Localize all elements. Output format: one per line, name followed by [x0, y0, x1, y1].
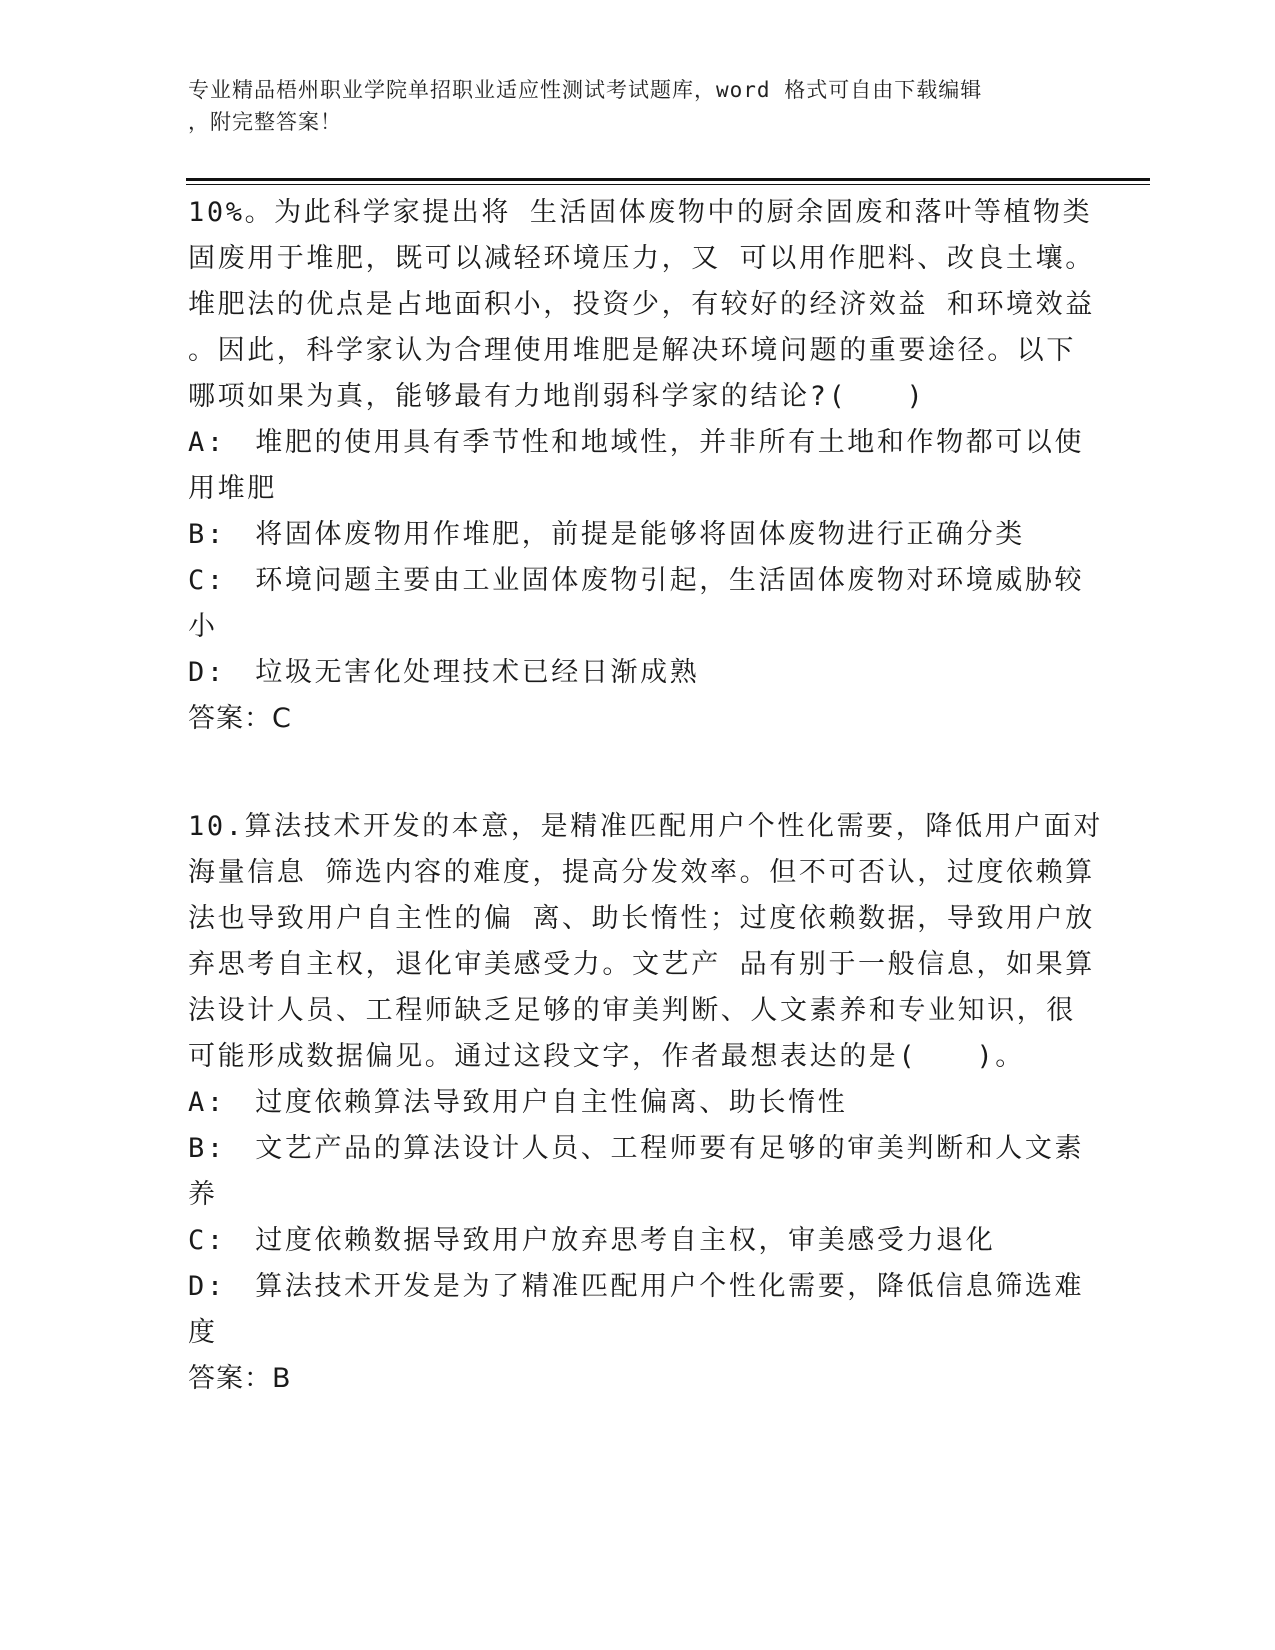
question-stem-line: 可能形成数据偏见。通过这段文字，作者最想表达的是( )。	[188, 1041, 1025, 1072]
question-stem-line: 哪项如果为真，能够最有力地削弱科学家的结论?( )	[188, 381, 926, 412]
option-b: B: 文艺产品的算法设计人员、工程师要有足够的审美判断和人文素	[188, 1133, 1085, 1164]
option-c: C: 环境问题主要由工业固体废物引起，生活固体废物对环境威胁较	[188, 565, 1085, 596]
question-content	[188, 190, 1103, 1402]
question-stem-line: 法也导致用户自主性的偏 离、助长惰性；过度依赖数据，导致用户放	[188, 903, 1095, 934]
option-a: A: 堆肥的使用具有季节性和地域性，并非所有土地和作物都可以使	[188, 427, 1085, 458]
option-c-continued: 小	[188, 611, 218, 642]
answer-label: 答案：B	[188, 1363, 292, 1394]
question-stem-line: 固废用于堆肥，既可以减轻环境压力，又 可以用作肥料、改良土壤。	[188, 243, 1095, 274]
question-stem-line: 弃思考自主权，退化审美感受力。文艺产 品有别于一般信息，如果算	[188, 949, 1095, 980]
header-divider-thin	[186, 184, 1150, 185]
question-stem-line: 10.算法技术开发的本意，是精准匹配用户个性化需要，降低用户面对	[188, 811, 1103, 842]
option-a-continued: 用堆肥	[188, 473, 277, 504]
question-stem-line: 堆肥法的优点是占地面积小，投资少，有较好的经济效益 和环境效益	[188, 289, 1095, 320]
option-b: B: 将固体废物用作堆肥，前提是能够将固体废物进行正确分类	[188, 519, 1025, 550]
header-divider	[186, 178, 1150, 181]
question-stem-line: 。因此，科学家认为合理使用堆肥是解决环境问题的重要途径。以下	[188, 335, 1076, 366]
question-spacer	[188, 742, 1078, 804]
question-stem-line: 海量信息 筛选内容的难度，提高分发效率。但不可否认，过度依赖算	[188, 857, 1095, 888]
option-c: C: 过度依赖数据导致用户放弃思考自主权，审美感受力退化	[188, 1225, 996, 1256]
header-line: ，附完整答案！	[188, 110, 342, 134]
header-line: 专业精品梧州职业学院单招职业适应性测试考试题库，word 格式可自由下载编辑	[188, 78, 983, 102]
option-d: D: 垃圾无害化处理技术已经日渐成熟	[188, 657, 700, 688]
question-block	[188, 804, 1103, 1402]
option-d: D: 算法技术开发是为了精准匹配用户个性化需要，降低信息筛选难	[188, 1271, 1085, 1302]
question-stem-line: 10%。为此科学家提出将 生活固体废物中的厨余固废和落叶等植物类	[188, 197, 1093, 228]
question-block	[188, 190, 1095, 742]
question-stem-line: 法设计人员、工程师缺乏足够的审美判断、人文素养和专业知识，很	[188, 995, 1076, 1026]
option-a: A: 过度依赖算法导致用户自主性偏离、助长惰性	[188, 1087, 848, 1118]
answer-label: 答案：C	[188, 703, 292, 734]
option-d-continued: 度	[188, 1317, 218, 1348]
page-header	[188, 74, 1078, 138]
option-b-continued: 养	[188, 1179, 218, 1210]
